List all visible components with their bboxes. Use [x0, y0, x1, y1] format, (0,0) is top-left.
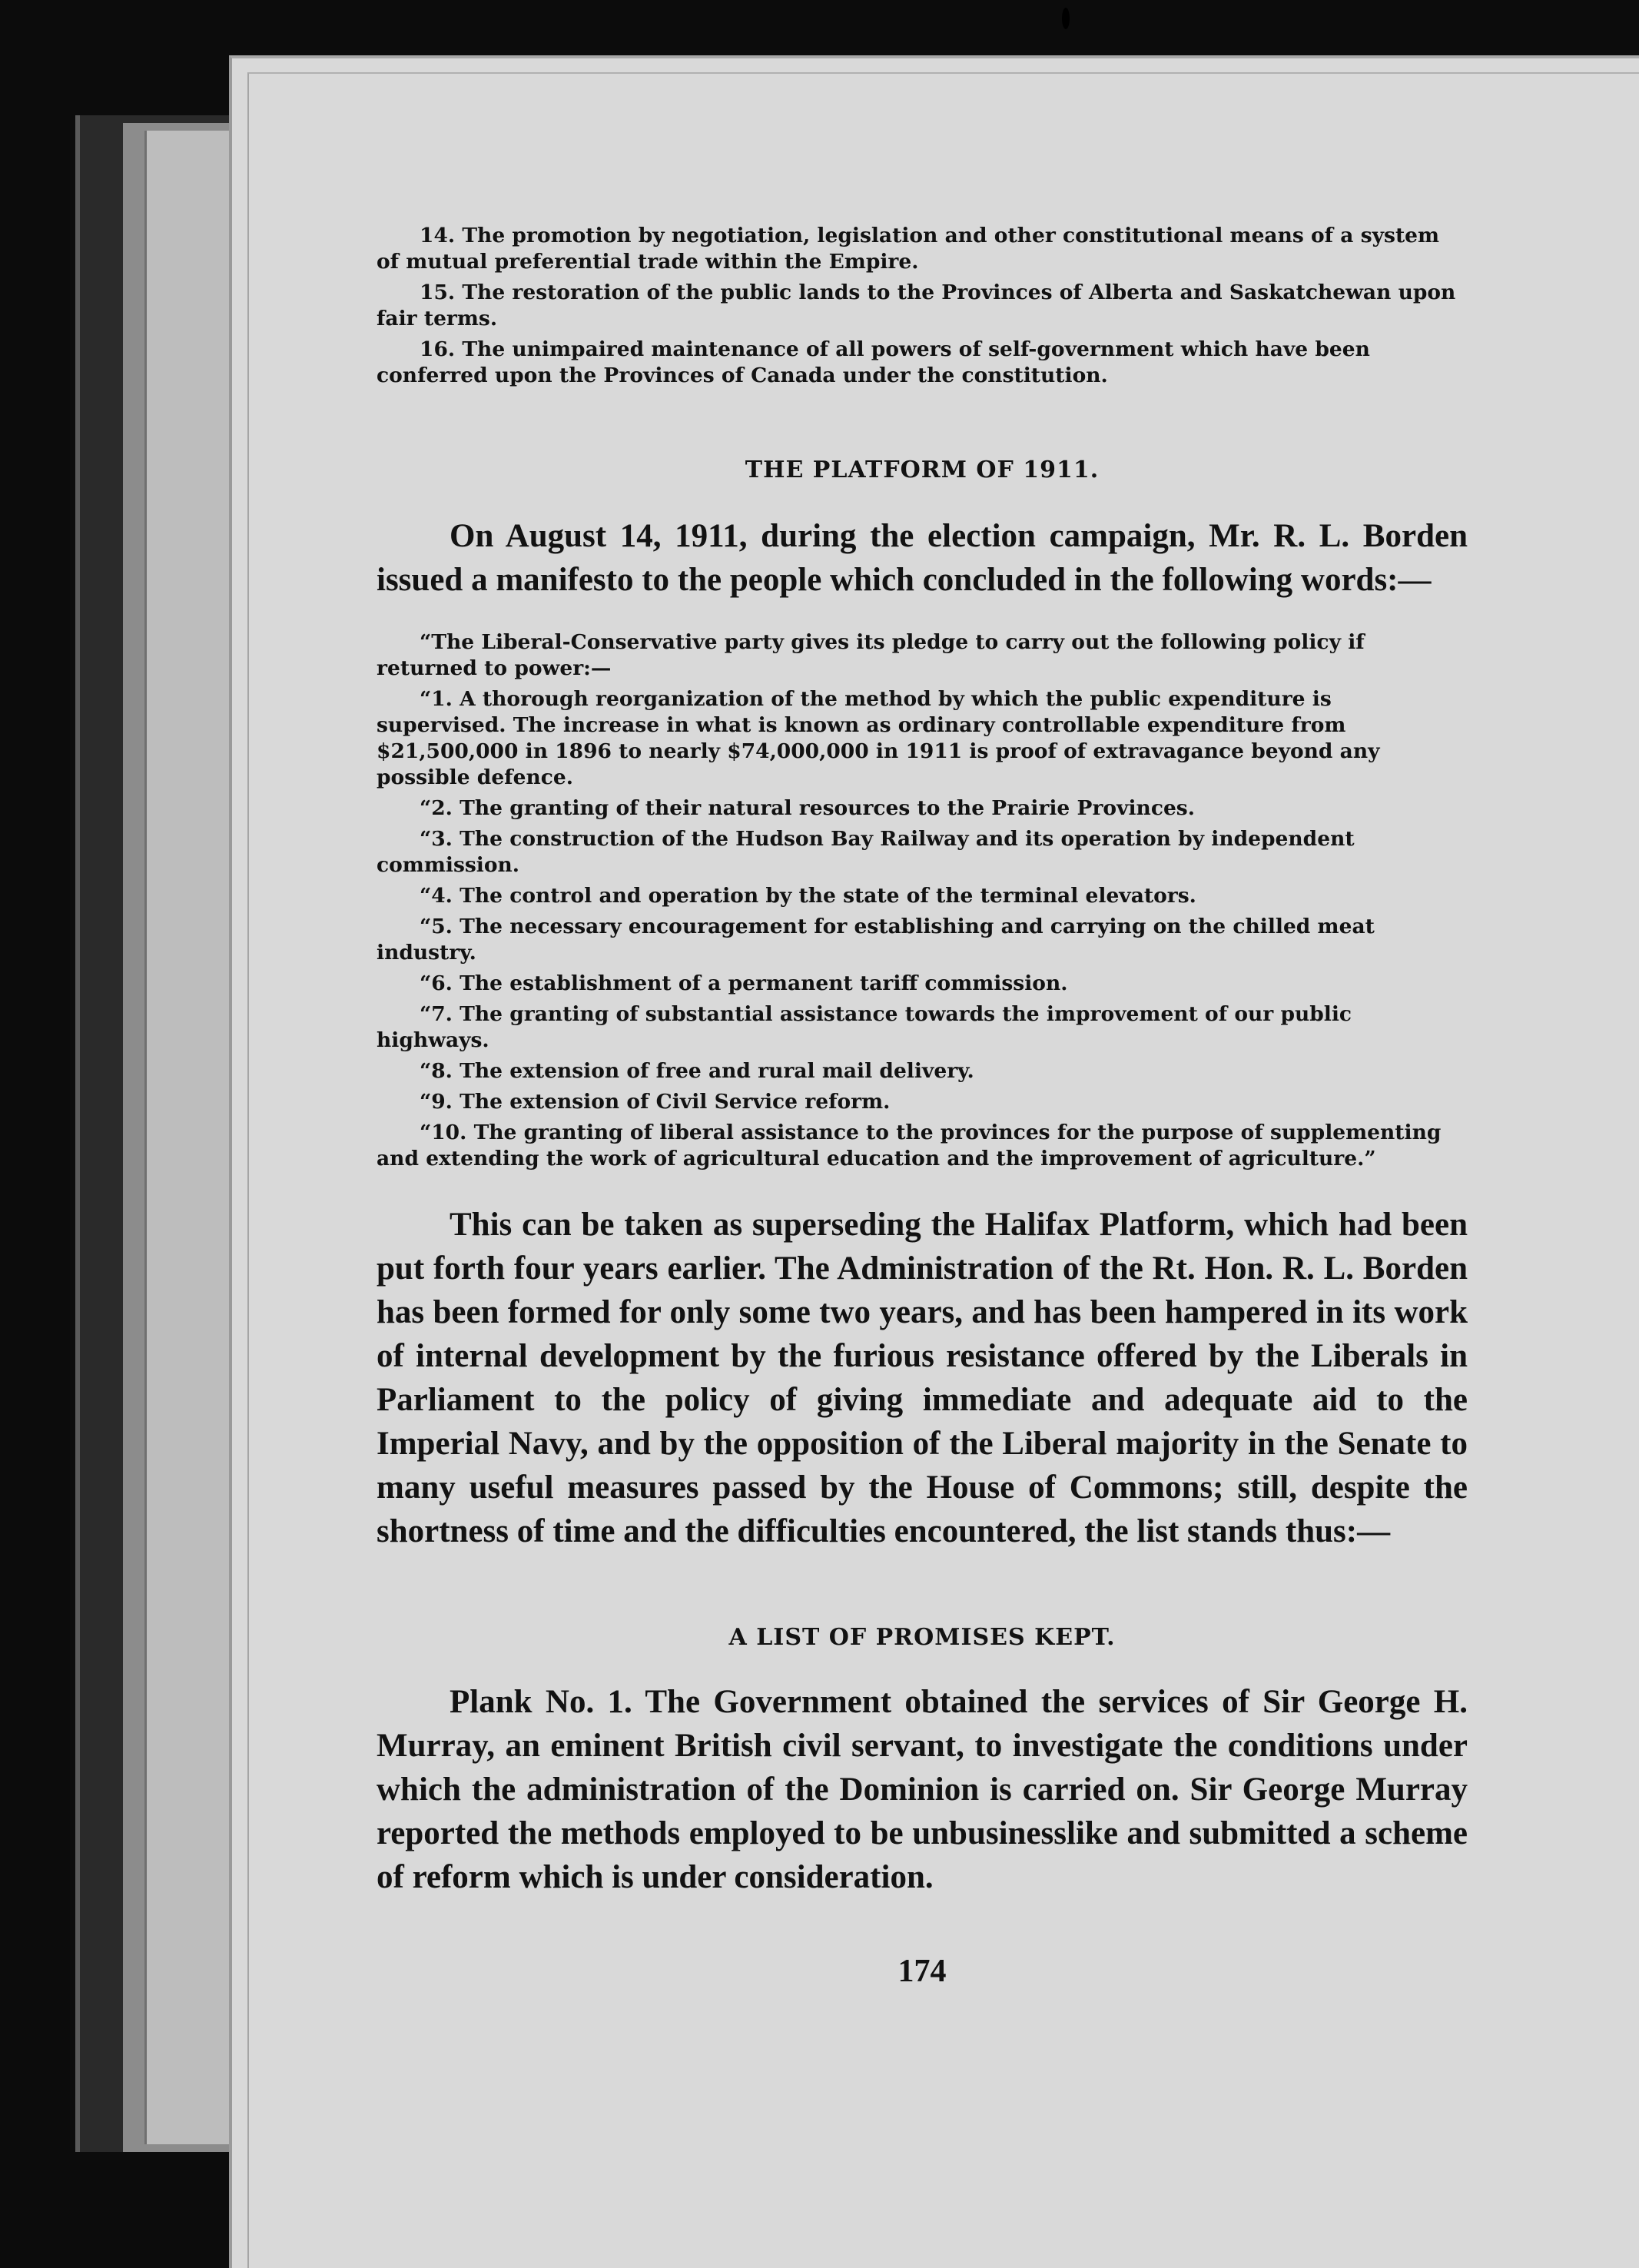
quote-item: “3. The construction of the Hudson Bay Railway and its operation by independent commission.: [377, 827, 1355, 877]
quote-intro: “The Liberal-Conservative party gives its pledge to carry out the following policy if returned to power:—: [377, 630, 1365, 680]
quote-item: “2. The granting of their natural resources to the Prairie Provinces.: [420, 796, 1195, 820]
quote-item: “8. The extension of free and rural mail delivery.: [420, 1059, 974, 1083]
page-content: [377, 223, 1468, 1990]
section-heading-promises: A LIST OF PROMISES KEPT.: [728, 1624, 1116, 1651]
platform-item-14: 14. The promotion by negotiation, legislation and other constitutional means of a system of mutual preferential trade within the Empire.: [377, 224, 1440, 274]
quote-item: “7. The granting of substantial assistance towards the improvement of our public highways.: [377, 1002, 1352, 1052]
quote-item: “10. The granting of liberal assistance to the provinces for the purpose of supplementing and extending the work of agricultural education and the improvement of agriculture.”: [377, 1121, 1442, 1171]
platform-item-15: 15. The restoration of the public lands to the Provinces of Alberta and Saskatchewan upon fair terms.: [377, 281, 1456, 330]
intro-paragraph: On August 14, 1911, during the election campaign, Mr. R. L. Borden issued a manifesto to the people which concluded in the following words:—: [377, 518, 1468, 598]
superseding-paragraph: This can be taken as superseding the Halifax Platform, which had been put forth four years earlier. The Administration of the Rt. Hon. R. L. Borden has been formed for only some two years, and has been hampered in its work of internal development by the furious resistance offered by the Liberals in Parliament to the policy of giving immediate and adequate aid to the Imperial Navy, and by the opposition of the Liberal majority in the Senate to many useful measures passed by the House of Commons; still, despite the shortness of time and the difficulties encountered, the list stands thus:—: [377, 1207, 1468, 1549]
plank-paragraph: Plank No. 1. The Government obtained the services of Sir George H. Murray, an eminent British civil servant, to investigate the conditions under which the administration of the Dominion is carried on. Sir George Murray reported the methods employed to be unbusinesslike and submitted a scheme of reform which is under consideration.: [377, 1684, 1468, 1895]
quote-item: “9. The extension of Civil Service reform.: [420, 1090, 891, 1114]
quote-item: “5. The necessary encouragement for establishing and carrying on the chilled meat industry.: [377, 915, 1375, 965]
platform-item-16: 16. The unimpaired maintenance of all powers of self-government which have been conferred upon the Provinces of Canada under the constitution.: [377, 337, 1370, 387]
quote-item: “6. The establishment of a permanent tariff commission.: [420, 971, 1068, 995]
page-number: 174: [897, 1954, 947, 1989]
section-heading-platform: THE PLATFORM OF 1911.: [745, 457, 1100, 483]
quote-item: “4. The control and operation by the state of the terminal elevators.: [420, 884, 1196, 908]
quote-item: “1. A thorough reorganization of the method by which the public expenditure is supervised. The increase in what is known as ordinary controllable expenditure from $21,500,000 in 1896 to nearly $74,000,000 in 1911 is proof of extravagance beyond any possible defence.: [377, 687, 1380, 789]
scan-speck: [1062, 8, 1070, 29]
